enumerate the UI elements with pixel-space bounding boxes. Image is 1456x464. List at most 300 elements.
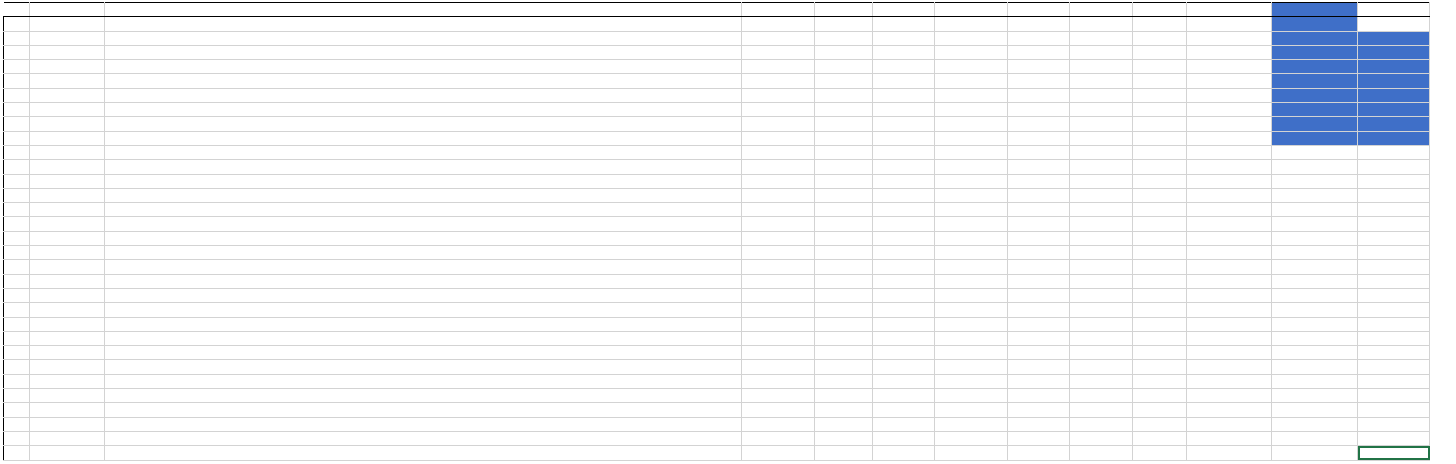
close-date-cell[interactable] (1133, 317, 1187, 331)
in-charge-cell[interactable] (1070, 288, 1133, 302)
key-label-cell[interactable] (1272, 374, 1358, 388)
notes-cell[interactable] (1187, 246, 1272, 260)
key-code-cell[interactable] (1358, 346, 1430, 360)
sno-cell[interactable] (4, 60, 30, 74)
type-cell[interactable] (30, 346, 105, 360)
severity-cell[interactable] (815, 246, 873, 260)
follow-up-cell[interactable] (935, 17, 1008, 31)
notes-cell[interactable] (1187, 31, 1272, 45)
close-date-cell[interactable] (1133, 203, 1187, 217)
in-charge-cell[interactable] (1070, 174, 1133, 188)
in-charge-cell[interactable] (1070, 188, 1133, 202)
severity-cell[interactable] (815, 446, 873, 460)
spreadsheet-grid[interactable] (3, 2, 1430, 461)
status-cell[interactable] (1008, 317, 1070, 331)
time-required-cell[interactable] (742, 374, 815, 388)
severity-cell[interactable] (815, 303, 873, 317)
close-date-cell[interactable] (1133, 431, 1187, 445)
follow-up-cell[interactable] (935, 31, 1008, 45)
severity-cell[interactable] (815, 317, 873, 331)
key-label-cell[interactable] (1272, 188, 1358, 202)
in-charge-cell[interactable] (1070, 274, 1133, 288)
description-cell[interactable] (105, 288, 742, 302)
close-date-cell[interactable] (1133, 60, 1187, 74)
severity-cell[interactable] (815, 45, 873, 59)
header-notes-on-closure[interactable] (1187, 3, 1272, 17)
in-charge-cell[interactable] (1070, 389, 1133, 403)
type-cell[interactable] (30, 131, 105, 145)
key-title[interactable] (1272, 3, 1358, 17)
close-date-cell[interactable] (1133, 88, 1187, 102)
notes-cell[interactable] (1187, 45, 1272, 59)
sno-cell[interactable] (4, 203, 30, 217)
sno-cell[interactable] (4, 274, 30, 288)
date-added-cell[interactable] (873, 260, 935, 274)
key-label-cell[interactable] (1272, 45, 1358, 59)
date-added-cell[interactable] (873, 374, 935, 388)
follow-up-cell[interactable] (935, 446, 1008, 460)
header-time-required[interactable] (742, 3, 815, 17)
type-cell[interactable] (30, 60, 105, 74)
selected-cell[interactable] (1358, 446, 1430, 460)
date-added-cell[interactable] (873, 446, 935, 460)
status-cell[interactable] (1008, 88, 1070, 102)
type-cell[interactable] (30, 403, 105, 417)
time-required-cell[interactable] (742, 431, 815, 445)
key-code-cell[interactable] (1358, 117, 1430, 131)
severity-cell[interactable] (815, 174, 873, 188)
in-charge-cell[interactable] (1070, 360, 1133, 374)
key-code-cell[interactable] (1358, 203, 1430, 217)
type-cell[interactable] (30, 17, 105, 31)
follow-up-cell[interactable] (935, 60, 1008, 74)
sno-cell[interactable] (4, 231, 30, 245)
type-cell[interactable] (30, 303, 105, 317)
in-charge-cell[interactable] (1070, 346, 1133, 360)
in-charge-cell[interactable] (1070, 246, 1133, 260)
time-required-cell[interactable] (742, 346, 815, 360)
status-cell[interactable] (1008, 403, 1070, 417)
sno-cell[interactable] (4, 403, 30, 417)
sno-cell[interactable] (4, 331, 30, 345)
in-charge-cell[interactable] (1070, 374, 1133, 388)
date-added-cell[interactable] (873, 403, 935, 417)
key-label-cell[interactable] (1272, 74, 1358, 88)
sno-cell[interactable] (4, 431, 30, 445)
date-added-cell[interactable] (873, 417, 935, 431)
follow-up-cell[interactable] (935, 374, 1008, 388)
key-label-cell[interactable] (1272, 203, 1358, 217)
in-charge-cell[interactable] (1070, 117, 1133, 131)
key-code-cell[interactable] (1358, 17, 1430, 31)
status-cell[interactable] (1008, 446, 1070, 460)
severity-cell[interactable] (815, 60, 873, 74)
key-label-cell[interactable] (1272, 403, 1358, 417)
type-cell[interactable] (30, 117, 105, 131)
type-cell[interactable] (30, 288, 105, 302)
key-label-cell[interactable] (1272, 360, 1358, 374)
status-cell[interactable] (1008, 174, 1070, 188)
type-cell[interactable] (30, 231, 105, 245)
date-added-cell[interactable] (873, 274, 935, 288)
date-added-cell[interactable] (873, 288, 935, 302)
follow-up-cell[interactable] (935, 117, 1008, 131)
in-charge-cell[interactable] (1070, 203, 1133, 217)
severity-cell[interactable] (815, 374, 873, 388)
key-code-cell[interactable] (1358, 274, 1430, 288)
key-code-cell[interactable] (1358, 103, 1430, 117)
description-cell[interactable] (105, 303, 742, 317)
notes-cell[interactable] (1187, 145, 1272, 159)
severity-cell[interactable] (815, 389, 873, 403)
key-label-cell[interactable] (1272, 117, 1358, 131)
date-added-cell[interactable] (873, 17, 935, 31)
description-cell[interactable] (105, 217, 742, 231)
close-date-cell[interactable] (1133, 145, 1187, 159)
time-required-cell[interactable] (742, 160, 815, 174)
status-cell[interactable] (1008, 288, 1070, 302)
key-code-cell[interactable] (1358, 45, 1430, 59)
description-cell[interactable] (105, 45, 742, 59)
time-required-cell[interactable] (742, 389, 815, 403)
severity-cell[interactable] (815, 160, 873, 174)
follow-up-cell[interactable] (935, 403, 1008, 417)
key-label-cell[interactable] (1272, 317, 1358, 331)
type-cell[interactable] (30, 446, 105, 460)
notes-cell[interactable] (1187, 231, 1272, 245)
time-required-cell[interactable] (742, 360, 815, 374)
key-label-cell[interactable] (1272, 389, 1358, 403)
notes-cell[interactable] (1187, 17, 1272, 31)
follow-up-cell[interactable] (935, 274, 1008, 288)
follow-up-cell[interactable] (935, 246, 1008, 260)
description-cell[interactable] (105, 74, 742, 88)
status-cell[interactable] (1008, 117, 1070, 131)
follow-up-cell[interactable] (935, 203, 1008, 217)
in-charge-cell[interactable] (1070, 217, 1133, 231)
date-added-cell[interactable] (873, 431, 935, 445)
status-cell[interactable] (1008, 431, 1070, 445)
type-cell[interactable] (30, 260, 105, 274)
in-charge-cell[interactable] (1070, 31, 1133, 45)
date-added-cell[interactable] (873, 88, 935, 102)
type-cell[interactable] (30, 31, 105, 45)
notes-cell[interactable] (1187, 288, 1272, 302)
notes-cell[interactable] (1187, 74, 1272, 88)
follow-up-cell[interactable] (935, 389, 1008, 403)
notes-cell[interactable] (1187, 188, 1272, 202)
key-code-cell[interactable] (1358, 74, 1430, 88)
follow-up-cell[interactable] (935, 303, 1008, 317)
sno-cell[interactable] (4, 188, 30, 202)
follow-up-cell[interactable] (935, 88, 1008, 102)
key-label-cell[interactable] (1272, 246, 1358, 260)
empty-cell[interactable] (1358, 3, 1430, 17)
follow-up-cell[interactable] (935, 260, 1008, 274)
time-required-cell[interactable] (742, 174, 815, 188)
description-cell[interactable] (105, 203, 742, 217)
key-code-cell[interactable] (1358, 217, 1430, 231)
header-description[interactable] (105, 3, 742, 17)
notes-cell[interactable] (1187, 160, 1272, 174)
key-code-cell[interactable] (1358, 60, 1430, 74)
status-cell[interactable] (1008, 31, 1070, 45)
time-required-cell[interactable] (742, 88, 815, 102)
key-code-cell[interactable] (1358, 88, 1430, 102)
close-date-cell[interactable] (1133, 303, 1187, 317)
key-code-cell[interactable] (1358, 188, 1430, 202)
type-cell[interactable] (30, 331, 105, 345)
key-label-cell[interactable] (1272, 231, 1358, 245)
notes-cell[interactable] (1187, 131, 1272, 145)
sno-cell[interactable] (4, 288, 30, 302)
header-type[interactable] (30, 3, 105, 17)
time-required-cell[interactable] (742, 74, 815, 88)
in-charge-cell[interactable] (1070, 145, 1133, 159)
description-cell[interactable] (105, 117, 742, 131)
sno-cell[interactable] (4, 45, 30, 59)
notes-cell[interactable] (1187, 274, 1272, 288)
severity-cell[interactable] (815, 417, 873, 431)
key-code-cell[interactable] (1358, 417, 1430, 431)
date-added-cell[interactable] (873, 60, 935, 74)
time-required-cell[interactable] (742, 446, 815, 460)
close-date-cell[interactable] (1133, 246, 1187, 260)
description-cell[interactable] (105, 60, 742, 74)
key-code-cell[interactable] (1358, 431, 1430, 445)
notes-cell[interactable] (1187, 117, 1272, 131)
severity-cell[interactable] (815, 274, 873, 288)
follow-up-cell[interactable] (935, 174, 1008, 188)
follow-up-cell[interactable] (935, 131, 1008, 145)
in-charge-cell[interactable] (1070, 131, 1133, 145)
close-date-cell[interactable] (1133, 188, 1187, 202)
time-required-cell[interactable] (742, 260, 815, 274)
key-label-cell[interactable] (1272, 446, 1358, 460)
description-cell[interactable] (105, 145, 742, 159)
follow-up-cell[interactable] (935, 74, 1008, 88)
key-label-cell[interactable] (1272, 145, 1358, 159)
sno-cell[interactable] (4, 31, 30, 45)
close-date-cell[interactable] (1133, 346, 1187, 360)
key-code-cell[interactable] (1358, 260, 1430, 274)
status-cell[interactable] (1008, 331, 1070, 345)
sno-cell[interactable] (4, 303, 30, 317)
status-cell[interactable] (1008, 131, 1070, 145)
severity-cell[interactable] (815, 431, 873, 445)
notes-cell[interactable] (1187, 217, 1272, 231)
date-added-cell[interactable] (873, 160, 935, 174)
severity-cell[interactable] (815, 231, 873, 245)
close-date-cell[interactable] (1133, 360, 1187, 374)
description-cell[interactable] (105, 231, 742, 245)
sno-cell[interactable] (4, 389, 30, 403)
sno-cell[interactable] (4, 360, 30, 374)
key-label-cell[interactable] (1272, 331, 1358, 345)
description-cell[interactable] (105, 31, 742, 45)
description-cell[interactable] (105, 131, 742, 145)
key-label-cell[interactable] (1272, 160, 1358, 174)
description-cell[interactable] (105, 188, 742, 202)
description-cell[interactable] (105, 260, 742, 274)
key-code-cell[interactable] (1358, 31, 1430, 45)
severity-cell[interactable] (815, 288, 873, 302)
key-label-cell[interactable] (1272, 217, 1358, 231)
date-added-cell[interactable] (873, 246, 935, 260)
date-added-cell[interactable] (873, 188, 935, 202)
header-status[interactable] (1008, 3, 1070, 17)
date-added-cell[interactable] (873, 131, 935, 145)
in-charge-cell[interactable] (1070, 317, 1133, 331)
sno-cell[interactable] (4, 246, 30, 260)
time-required-cell[interactable] (742, 145, 815, 159)
sno-cell[interactable] (4, 417, 30, 431)
in-charge-cell[interactable] (1070, 17, 1133, 31)
key-label-cell[interactable] (1272, 431, 1358, 445)
close-date-cell[interactable] (1133, 217, 1187, 231)
date-added-cell[interactable] (873, 317, 935, 331)
key-label-cell[interactable] (1272, 31, 1358, 45)
in-charge-cell[interactable] (1070, 303, 1133, 317)
follow-up-cell[interactable] (935, 346, 1008, 360)
follow-up-cell[interactable] (935, 217, 1008, 231)
in-charge-cell[interactable] (1070, 403, 1133, 417)
type-cell[interactable] (30, 217, 105, 231)
sno-cell[interactable] (4, 88, 30, 102)
follow-up-cell[interactable] (935, 317, 1008, 331)
status-cell[interactable] (1008, 246, 1070, 260)
time-required-cell[interactable] (742, 231, 815, 245)
in-charge-cell[interactable] (1070, 331, 1133, 345)
time-required-cell[interactable] (742, 103, 815, 117)
description-cell[interactable] (105, 446, 742, 460)
time-required-cell[interactable] (742, 303, 815, 317)
severity-cell[interactable] (815, 403, 873, 417)
header-date-added[interactable] (873, 3, 935, 17)
time-required-cell[interactable] (742, 317, 815, 331)
follow-up-cell[interactable] (935, 45, 1008, 59)
sno-cell[interactable] (4, 117, 30, 131)
status-cell[interactable] (1008, 274, 1070, 288)
status-cell[interactable] (1008, 417, 1070, 431)
type-cell[interactable] (30, 389, 105, 403)
date-added-cell[interactable] (873, 145, 935, 159)
in-charge-cell[interactable] (1070, 231, 1133, 245)
type-cell[interactable] (30, 203, 105, 217)
description-cell[interactable] (105, 246, 742, 260)
date-added-cell[interactable] (873, 389, 935, 403)
type-cell[interactable] (30, 317, 105, 331)
close-date-cell[interactable] (1133, 45, 1187, 59)
follow-up-cell[interactable] (935, 431, 1008, 445)
time-required-cell[interactable] (742, 131, 815, 145)
date-added-cell[interactable] (873, 303, 935, 317)
time-required-cell[interactable] (742, 274, 815, 288)
date-added-cell[interactable] (873, 45, 935, 59)
date-added-cell[interactable] (873, 103, 935, 117)
notes-cell[interactable] (1187, 389, 1272, 403)
time-required-cell[interactable] (742, 45, 815, 59)
status-cell[interactable] (1008, 217, 1070, 231)
sno-cell[interactable] (4, 131, 30, 145)
type-cell[interactable] (30, 88, 105, 102)
key-code-cell[interactable] (1358, 360, 1430, 374)
status-cell[interactable] (1008, 145, 1070, 159)
close-date-cell[interactable] (1133, 160, 1187, 174)
sno-cell[interactable] (4, 346, 30, 360)
description-cell[interactable] (105, 374, 742, 388)
status-cell[interactable] (1008, 374, 1070, 388)
follow-up-cell[interactable] (935, 231, 1008, 245)
close-date-cell[interactable] (1133, 331, 1187, 345)
header-sno[interactable] (4, 3, 30, 17)
description-cell[interactable] (105, 331, 742, 345)
notes-cell[interactable] (1187, 103, 1272, 117)
key-label-cell[interactable] (1272, 103, 1358, 117)
date-added-cell[interactable] (873, 31, 935, 45)
time-required-cell[interactable] (742, 331, 815, 345)
notes-cell[interactable] (1187, 360, 1272, 374)
close-date-cell[interactable] (1133, 131, 1187, 145)
key-code-cell[interactable] (1358, 303, 1430, 317)
header-close-date[interactable] (1133, 3, 1187, 17)
close-date-cell[interactable] (1133, 74, 1187, 88)
close-date-cell[interactable] (1133, 260, 1187, 274)
type-cell[interactable] (30, 431, 105, 445)
status-cell[interactable] (1008, 389, 1070, 403)
status-cell[interactable] (1008, 360, 1070, 374)
status-cell[interactable] (1008, 103, 1070, 117)
key-label-cell[interactable] (1272, 303, 1358, 317)
follow-up-cell[interactable] (935, 160, 1008, 174)
type-cell[interactable] (30, 246, 105, 260)
status-cell[interactable] (1008, 17, 1070, 31)
type-cell[interactable] (30, 188, 105, 202)
key-label-cell[interactable] (1272, 288, 1358, 302)
date-added-cell[interactable] (873, 174, 935, 188)
header-severity[interactable] (815, 3, 873, 17)
type-cell[interactable] (30, 103, 105, 117)
key-code-cell[interactable] (1358, 331, 1430, 345)
time-required-cell[interactable] (742, 188, 815, 202)
key-label-cell[interactable] (1272, 131, 1358, 145)
notes-cell[interactable] (1187, 260, 1272, 274)
key-code-cell[interactable] (1358, 231, 1430, 245)
sno-cell[interactable] (4, 145, 30, 159)
date-added-cell[interactable] (873, 231, 935, 245)
key-label-cell[interactable] (1272, 60, 1358, 74)
notes-cell[interactable] (1187, 88, 1272, 102)
severity-cell[interactable] (815, 117, 873, 131)
description-cell[interactable] (105, 17, 742, 31)
close-date-cell[interactable] (1133, 174, 1187, 188)
severity-cell[interactable] (815, 260, 873, 274)
in-charge-cell[interactable] (1070, 74, 1133, 88)
severity-cell[interactable] (815, 103, 873, 117)
time-required-cell[interactable] (742, 246, 815, 260)
description-cell[interactable] (105, 403, 742, 417)
notes-cell[interactable] (1187, 446, 1272, 460)
key-code-cell[interactable] (1358, 246, 1430, 260)
follow-up-cell[interactable] (935, 288, 1008, 302)
severity-cell[interactable] (815, 74, 873, 88)
severity-cell[interactable] (815, 346, 873, 360)
in-charge-cell[interactable] (1070, 260, 1133, 274)
close-date-cell[interactable] (1133, 389, 1187, 403)
in-charge-cell[interactable] (1070, 160, 1133, 174)
key-label-cell[interactable] (1272, 88, 1358, 102)
close-date-cell[interactable] (1133, 31, 1187, 45)
